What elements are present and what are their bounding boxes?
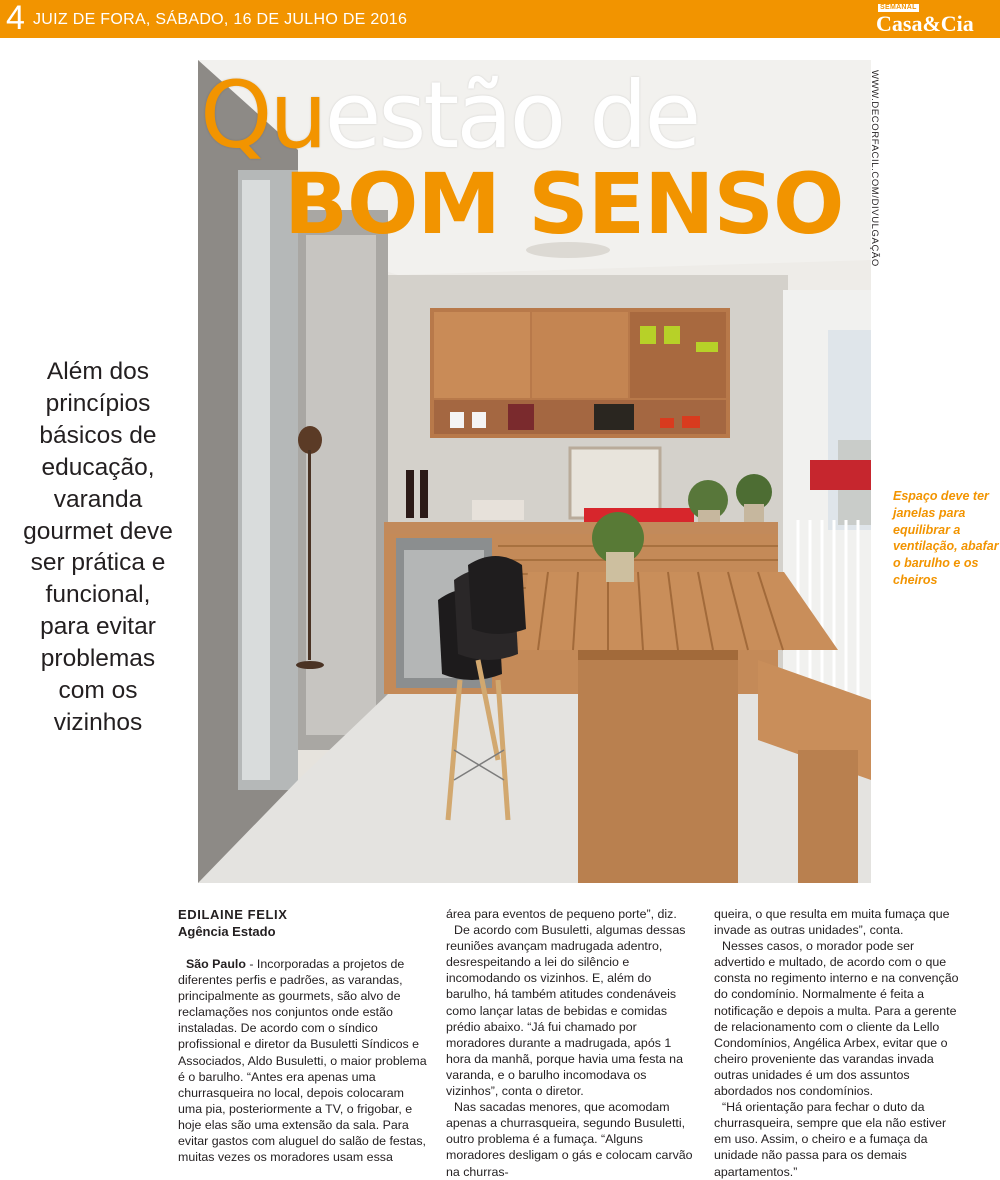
paragraph-text: - Incorporadas a projetos de diferentes perfis e padrões, as varandas, principalmente as gourmets, são alvo de reclamações nos conjuntos onde estão instaladas. De acordo com o síndico profissional e diretor da Busuletti Síndicos e Associados, Aldo Busuletti, o maior problema é o barulho. “Antes era apenas uma churrasqueira no local, depois colocaram uma pia, posteriormente a TV, o frigobar, e hoje elas são uma extensão da sala. Para evitar gastos com aluguel do salão de festas, muitas vezes os moradores usam essa — [178, 957, 427, 1165]
paragraph: queira, o que resulta em muita fumaça que invade as outras unidades”, conta. — [714, 907, 950, 938]
page-header — [0, 0, 1000, 38]
paragraph — [178, 956, 428, 1165]
byline — [178, 906, 288, 940]
article-column-1 — [178, 956, 428, 1165]
paragraph: Nesses casos, o morador pode ser advertido e multado, de acordo com o que consta no regimento interno e na convenção do condomínio. Normalmente é feita a notificação e depois a multa. Para a gerente de relacionamento com o cliente da Lello Condomínios, Angélica Arbex, evitar que o cheiro proveniente das varandas invada outras unidades é um dos assuntos abordados nos condomínios. — [714, 939, 959, 1099]
headline-line-2: BOM SENSO — [284, 155, 844, 253]
headline-line-1-rest: estão de — [324, 62, 699, 169]
byline-author: EDILAINE FELIX — [178, 907, 288, 922]
paragraph: Nas sacadas menores, que acomodam apenas a churrasqueira, segundo Busuletti, outro problema é a fumaça. “Alguns moradores desligam o gás e colocam carvão na churras- — [446, 1100, 693, 1179]
article-column-2 — [446, 906, 696, 1180]
page-number: 4 — [6, 0, 25, 37]
section-logo — [876, 2, 994, 36]
paragraph: De acordo com Busuletti, algumas dessas reuniões avançam madrugada adentro, desrespeitando a lei do silêncio e incomodando os vizinhos. E, além do barulho, há também atitudes condenáveis como lançar latas de bebidas e comidas prédio abaixo. “Já fui chamado por moradores durante a madrugada, após 1 hora da manhã, porque havia uma festa na varanda, e o barulho incomodava os vizinhos”, conta o diretor. — [446, 923, 686, 1099]
photo-credit: WWW.DECORFACIL.COM/DIVULGAÇÃO — [869, 70, 880, 267]
article-column-3 — [714, 906, 964, 1180]
pull-quote: Além dos princípios básicos de educação, varanda gourmet deve ser prática e funcional, para evitar problemas com os vizinhos — [23, 358, 173, 736]
photo-caption: Espaço deve ter janelas para equilibrar a ventilação, abafar o barulho e os cheiros — [893, 489, 999, 587]
dateline: JUIZ DE FORA, SÁBADO, 16 DE JULHO DE 2016 — [33, 11, 408, 28]
paragraph: área para eventos de pequeno porte”, diz. — [446, 907, 677, 921]
byline-agency: Agência Estado — [178, 924, 276, 939]
headline-accent: Qu — [200, 62, 325, 169]
paragraph: “Há orientação para fechar o duto da churrasqueira, sempre que ela não estiver em uso. Assim, o cheiro e a fumaça da unidade não passa para os demais apartamentos.” — [714, 1100, 947, 1179]
paragraph-lead: São Paulo — [186, 957, 246, 971]
headline-line-1 — [200, 62, 699, 169]
section-logo-tag: SEMANAL — [880, 4, 917, 11]
section-logo-name: Casa&Cia — [876, 11, 974, 36]
